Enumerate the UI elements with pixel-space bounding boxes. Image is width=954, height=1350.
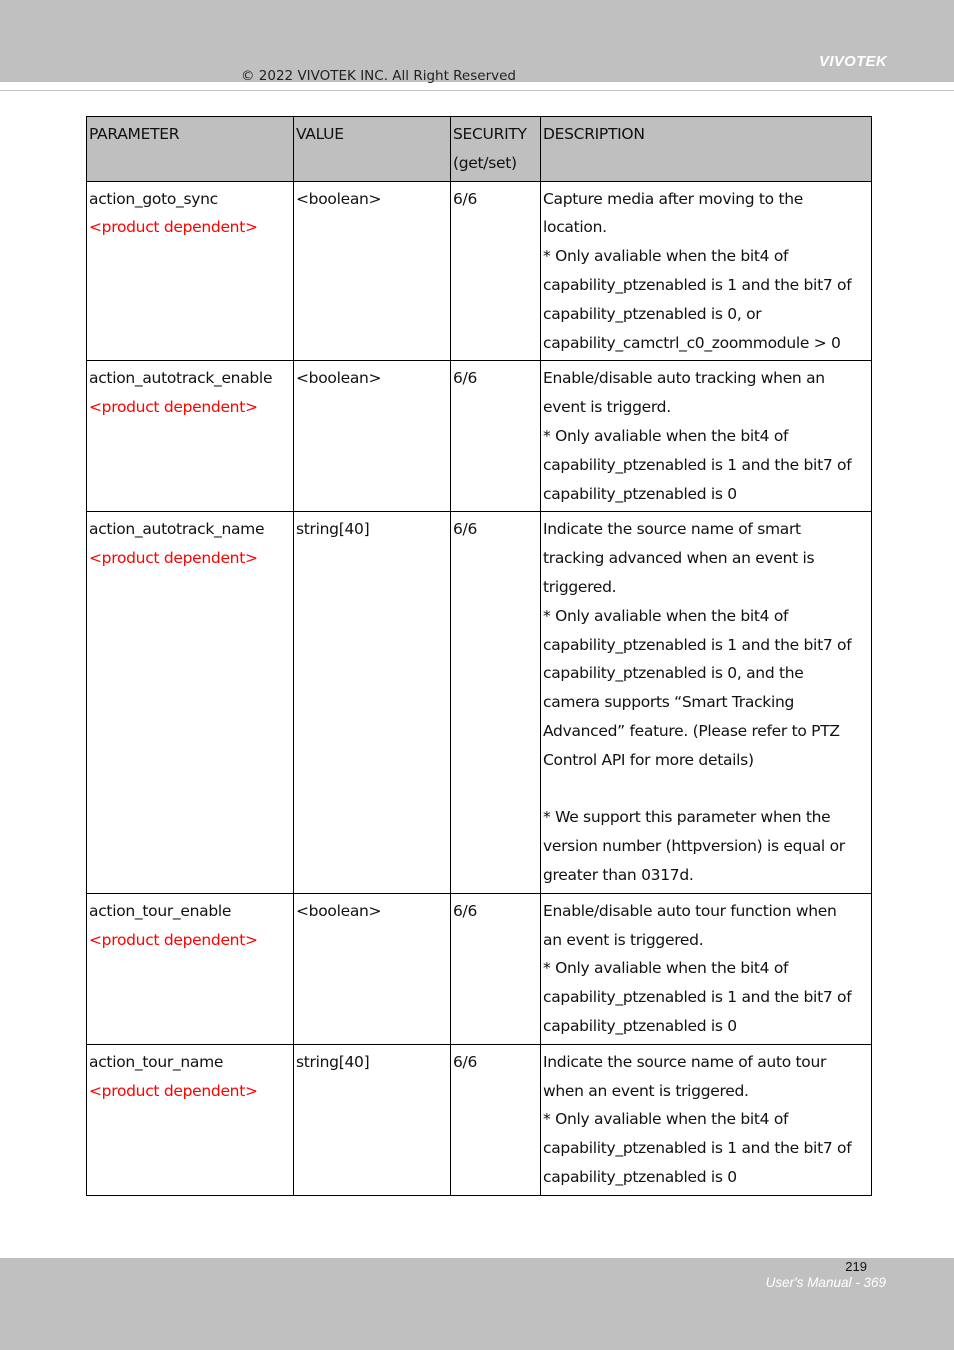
parameter-name: action_autotrack_name (89, 520, 265, 539)
description-line: * Only avaliable when the bit4 of (543, 247, 789, 266)
cell-parameter (87, 512, 294, 893)
cell-description (541, 181, 872, 361)
description-line: * Only avaliable when the bit4 of (543, 606, 789, 625)
cell-security: 6/6 (451, 1044, 541, 1195)
cell-parameter (87, 361, 294, 512)
description-line: Indicate the source name of auto tour (543, 1052, 827, 1071)
table-row (87, 512, 872, 893)
description-line: capability_ptzenabled is 1 and the bit7 of (543, 1139, 852, 1158)
manual-page-label: User's Manual - 369 (765, 1275, 886, 1290)
page-number: 219 (845, 1259, 867, 1274)
cell-description (541, 893, 872, 1044)
table-row (87, 361, 872, 512)
description-line: capability_ptzenabled is 0, and the (543, 664, 804, 683)
description-line (543, 775, 869, 804)
cell-value: <boolean> (294, 361, 451, 512)
col-header-security-label: SECURITY (get/set) (453, 125, 527, 172)
product-dependent-note: <product dependent> (89, 930, 258, 949)
cell-security: 6/6 (451, 361, 541, 512)
description-line: capability_ptzenabled is 0 (543, 484, 737, 503)
cell-value: <boolean> (294, 181, 451, 361)
table-row (87, 1044, 872, 1195)
description-line: capability_ptzenabled is 1 and the bit7 of (543, 988, 852, 1007)
description-line: capability_ptzenabled is 1 and the bit7 of (543, 635, 852, 654)
description-line: location. (543, 218, 607, 237)
table-header-row (87, 117, 872, 182)
description-line: camera supports “Smart Tracking (543, 693, 795, 712)
cell-value: <boolean> (294, 893, 451, 1044)
cell-security: 6/6 (451, 512, 541, 893)
parameter-name: action_tour_name (89, 1052, 224, 1071)
description-line: * We support this parameter when the (543, 808, 831, 827)
description-line: capability_ptzenabled is 0, or (543, 304, 762, 323)
description-line: * Only avaliable when the bit4 of (543, 959, 789, 978)
cell-parameter (87, 1044, 294, 1195)
header-divider (0, 90, 954, 91)
table-body (87, 181, 872, 1195)
parameter-name: action_tour_enable (89, 901, 232, 920)
copyright-text: © 2022 VIVOTEK INC. All Right Reserved (241, 68, 516, 84)
description-line: capability_ptzenabled is 1 and the bit7 of (543, 455, 852, 474)
col-header-security (451, 117, 541, 182)
description-line: * Only avaliable when the bit4 of (543, 1110, 789, 1129)
description-line: capability_ptzenabled is 0 (543, 1167, 737, 1186)
cell-value: string[40] (294, 512, 451, 893)
description-line: an event is triggered. (543, 930, 704, 949)
description-line: Enable/disable auto tour function when (543, 901, 837, 920)
col-header-description: DESCRIPTION (541, 117, 872, 182)
description-line: Control API for more details) (543, 750, 754, 769)
description-line: capability_ptzenabled is 1 and the bit7 of (543, 275, 852, 294)
cell-description (541, 361, 872, 512)
cell-parameter (87, 893, 294, 1044)
description-line: tracking advanced when an event is (543, 549, 815, 568)
description-line: Advanced” feature. (Please refer to PTZ (543, 721, 840, 740)
cell-parameter (87, 181, 294, 361)
parameter-name: action_autotrack_enable (89, 369, 273, 388)
product-dependent-note: <product dependent> (89, 549, 258, 568)
cell-description (541, 512, 872, 893)
footer-band (0, 1258, 954, 1350)
description-line: Indicate the source name of smart (543, 520, 801, 539)
description-line: capability_ptzenabled is 0 (543, 1016, 737, 1035)
description-line: greater than 0317d. (543, 865, 694, 884)
col-header-value: VALUE (294, 117, 451, 182)
table-row (87, 181, 872, 361)
cell-security: 6/6 (451, 893, 541, 1044)
parameter-table (86, 116, 872, 1196)
product-dependent-note: <product dependent> (89, 1081, 258, 1100)
product-dependent-note: <product dependent> (89, 398, 258, 417)
cell-value: string[40] (294, 1044, 451, 1195)
table-row (87, 893, 872, 1044)
description-line: Capture media after moving to the (543, 189, 804, 208)
description-line: event is triggerd. (543, 398, 671, 417)
parameter-name: action_goto_sync (89, 189, 218, 208)
description-line: capability_camctrl_c0_zoommodule > 0 (543, 333, 841, 352)
col-header-parameter: PARAMETER (87, 117, 294, 182)
brand-logo: VIVOTEK (819, 53, 887, 70)
cell-security: 6/6 (451, 181, 541, 361)
description-line: version number (httpversion) is equal or (543, 837, 845, 856)
product-dependent-note: <product dependent> (89, 218, 258, 237)
description-line: triggered. (543, 577, 617, 596)
cell-description (541, 1044, 872, 1195)
description-line: when an event is triggered. (543, 1081, 749, 1100)
description-line: * Only avaliable when the bit4 of (543, 426, 789, 445)
description-line: Enable/disable auto tracking when an (543, 369, 825, 388)
